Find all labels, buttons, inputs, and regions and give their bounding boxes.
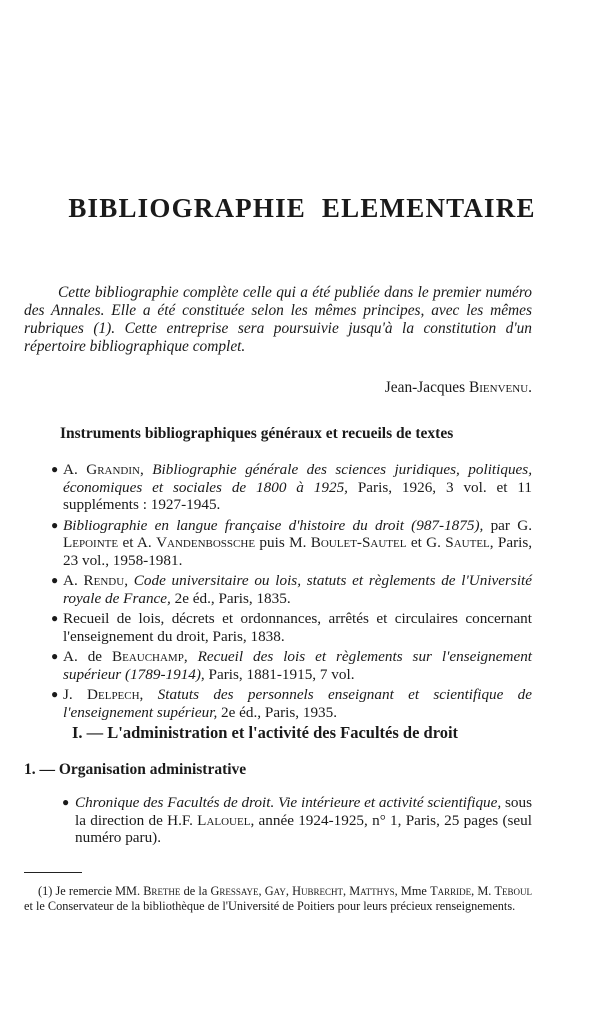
list-item: ● A. Grandin, Bibliographie générale des sciences juridiques, politiques, économiques et sociales de 1800 à 1925, Paris, 1926, 3 vol. et 11 suppléments : 1927-1945.: [51, 461, 533, 513]
section-heading: I. — L'administration et l'activité des Facultés de droit: [72, 723, 459, 742]
list-item: ● A. de Beauchamp, Recueil des lois et règlements sur l'enseignement supérieur (1789-1914), Paris, 1881-1915, 7 vol.: [51, 648, 533, 683]
author-first-name: Jean-Jacques: [384, 379, 466, 396]
subsection-heading: 1. — Organisation administrative: [24, 761, 247, 778]
bullet-icon: ●: [51, 611, 59, 625]
footnote: (1) Je remercie MM. Brethe de la Gressaye, Gay, Hubrecht, Matthys, Mme Tarride, M. Teboul et le Conservateur de la bibliothèque de l'Université de Poitiers pour leurs précieux renseignements.: [24, 884, 533, 913]
intro-paragraph: Cette bibliographie complète celle qui a été publiée dans le premier numéro des Annales. Elle a été constituée selon les mêmes principes, avec les mêmes rubriques (1). Cette entreprise sera poursuivie jusqu'à la constitution d'un répertoire bibliographique complet.: [24, 284, 532, 355]
instruments-heading: Instruments bibliographiques généraux et recueils de textes: [60, 425, 454, 442]
author-last-name: Bienvenu.: [469, 379, 532, 396]
bullet-icon: ●: [51, 573, 59, 587]
bullet-icon: ●: [51, 687, 59, 701]
list-item: ● Recueil de lois, décrets et ordonnances, arrêtés et circulaires concernant l'enseignement du droit, Paris, 1838.: [51, 610, 532, 645]
bullet-icon: ●: [62, 795, 70, 809]
bullet-icon: ●: [51, 517, 59, 532]
list-item: ● A. Rendu, Code universitaire ou lois, statuts et règlements de l'Université royale de France, 2e éd., Paris, 1835.: [51, 572, 533, 607]
page-title: BIBLIOGRAPHIE ELEMENTAIRE: [68, 193, 536, 223]
footnote-divider: [24, 872, 82, 873]
section1-list: [60, 794, 532, 847]
list-item: ● Bibliographie en langue française d'histoire du droit (987-1875), par G. Lepointe et A. Vandenbossche puis M. Boulet-Sautel et G. Sautel, Paris, 23 vol., 1958-1981.: [51, 516, 533, 569]
list-item: ● J. Delpech, Statuts des personnels enseignant et scientifique de l'enseignement supérieur, 2e éd., Paris, 1935.: [51, 686, 533, 721]
instruments-list: [48, 461, 532, 724]
bullet-icon: ●: [51, 462, 59, 476]
signature: [385, 379, 532, 397]
list-item: ● Chronique des Facultés de droit. Vie intérieure et activité scientifique, sous la direction de H.F. Lalouel, année 1924-1925, n° 1, Paris, 25 pages (seul numéro paru).: [62, 794, 533, 846]
bullet-icon: ●: [51, 649, 59, 663]
